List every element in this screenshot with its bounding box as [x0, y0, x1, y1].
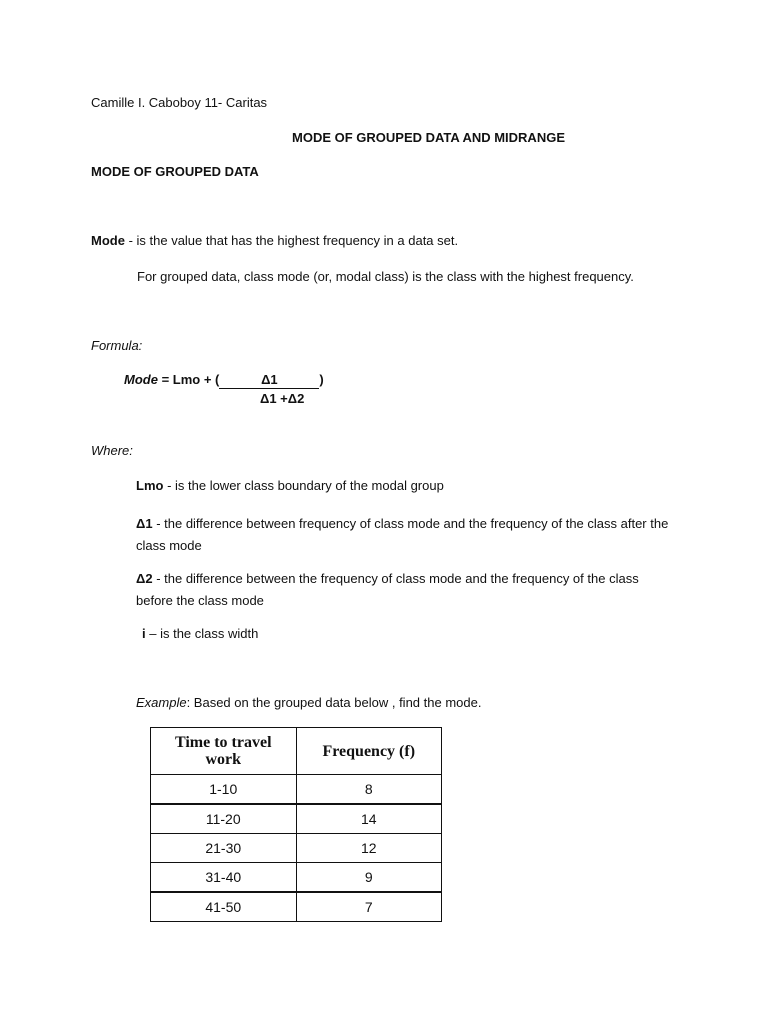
mode-term: Mode [91, 233, 125, 248]
table-row [151, 892, 442, 922]
where-text-i: – is the class width [145, 626, 259, 641]
cell-frequency: 9 [296, 863, 442, 893]
section-heading: MODE OF GROUPED DATA [91, 164, 259, 179]
formula-lhs: Mode [124, 372, 158, 387]
cell-frequency: 12 [296, 834, 442, 863]
where-term-delta1: Δ1 [136, 516, 153, 531]
cell-class: 21-30 [151, 834, 297, 863]
table-header-row [151, 728, 442, 775]
page-title: MODE OF GROUPED DATA AND MIDRANGE [292, 130, 565, 145]
where-text-lmo: - is the lower class boundary of the modal group [163, 478, 444, 493]
where-term-lmo: Lmo [136, 478, 164, 493]
where-item-delta1 [136, 513, 676, 557]
where-item-i [142, 626, 258, 642]
mode-definition-text: - is the value that has the highest frequency in a data set. [124, 233, 459, 248]
formula-line [124, 372, 324, 389]
cell-frequency: 8 [296, 775, 442, 805]
cell-class: 1-10 [151, 775, 297, 805]
cell-class: 11-20 [151, 804, 297, 834]
where-text-delta2: - the difference between the frequency of class mode and the frequency of the class before the class mode [136, 571, 639, 608]
grouped-data-note: For grouped data, class mode (or, modal class) is the class with the highest frequency. [137, 269, 634, 284]
formula-denominator: Δ1 +Δ2 [260, 391, 305, 406]
where-item-delta2 [136, 568, 676, 612]
cell-frequency: 7 [296, 892, 442, 922]
where-text-delta1: - the difference between frequency of class mode and the frequency of the class after the class mode [136, 516, 669, 553]
table-row [151, 834, 442, 863]
cell-class: 41-50 [151, 892, 297, 922]
cell-frequency: 14 [296, 804, 442, 834]
example-text: : Based on the grouped data below , find the mode. [186, 695, 482, 710]
author-line: Camille I. Caboboy 11- Caritas [91, 95, 268, 110]
formula-numerator: Δ1 [219, 372, 319, 389]
cell-class: 31-40 [151, 863, 297, 893]
where-term-delta2: Δ2 [136, 571, 153, 586]
header-time-to-travel: Time to travel work [151, 728, 297, 775]
formula-label: Formula: [91, 338, 143, 353]
mode-definition [91, 233, 458, 249]
header-frequency: Frequency (f) [296, 728, 442, 775]
formula-rhs-suffix: ) [319, 372, 324, 387]
table-row [151, 863, 442, 893]
where-term-i: i [142, 626, 146, 641]
where-item-lmo [136, 478, 444, 494]
example-line [136, 695, 481, 711]
table-row [151, 804, 442, 834]
formula-rhs-prefix: = Lmo + ( [157, 372, 220, 387]
table-row [151, 775, 442, 805]
example-label: Example [136, 695, 187, 710]
grouped-data-table [150, 727, 442, 922]
where-label: Where: [91, 443, 133, 458]
